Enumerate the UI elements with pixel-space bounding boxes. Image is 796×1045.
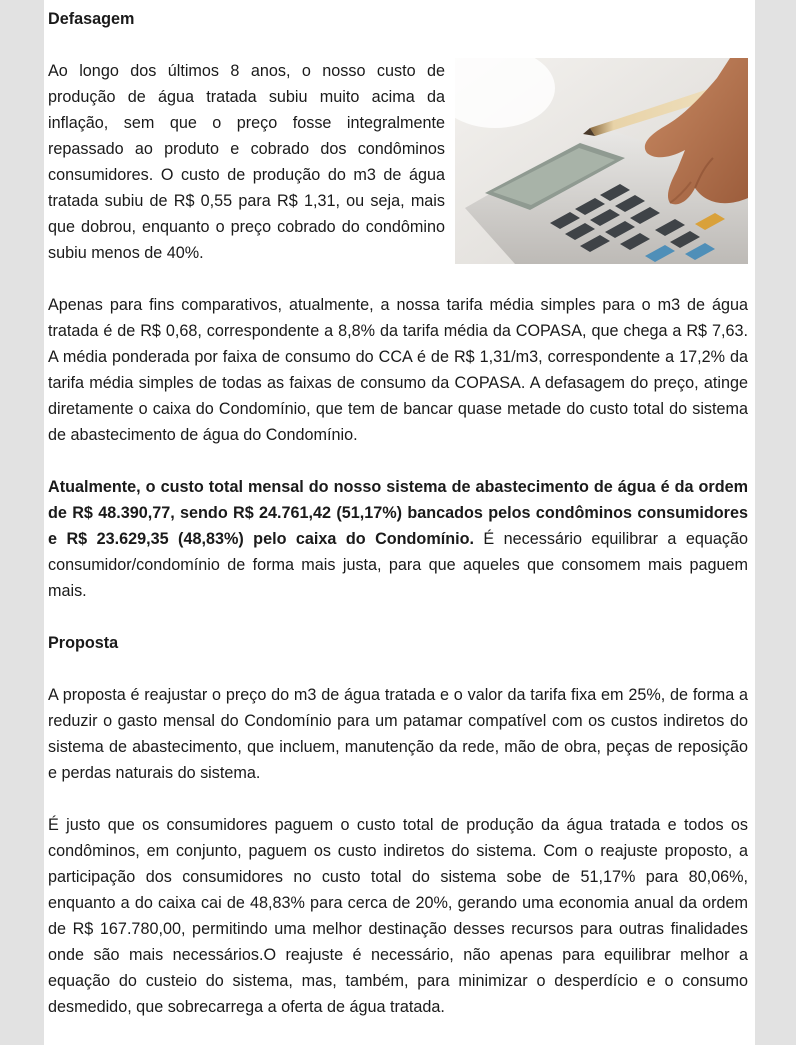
paragraph-defasagem-1: Ao longo dos últimos 8 anos, o nosso custo de produção de água tratada subiu muito acima da inflação, sem que o preço fosse integralmente repassado ao produto e cobrado dos condôminos consumidores. O custo de produção do m3 de água tratada subiu de R$ 0,55 para R$ 1,31, ou seja, mais que dobrou, enquanto o preço cobrado do condômino subiu menos de 40%. bbox=[48, 62, 445, 262]
section-heading-proposta: Proposta bbox=[48, 634, 119, 652]
calculator-photo bbox=[455, 58, 748, 264]
paragraph-defasagem-3-rest: É necessário equilibrar a equação consumidor/condomínio de forma mais justa, para que aqueles que consomem mais paguem mais. bbox=[48, 530, 748, 600]
paragraph-defasagem-3 bbox=[48, 474, 748, 604]
page bbox=[44, 0, 755, 1045]
paragraph-defasagem-2: Apenas para fins comparativos, atualmente, a nossa tarifa média simples para o m3 de água tratada é de R$ 0,68, correspondente a 8,8% da tarifa média da COPASA, que chega a R$ 7,63. A média ponderada por faixa de consumo do CCA é de R$ 1,31/m3, correspondente a 17,2% da tarifa média simples de todas as faixas de consumo da COPASA. A defasagem do preço, atinge diretamente o caixa do Condomínio, que tem de bancar quase metade do custo total do sistema de abastecimento de água do Condomínio. bbox=[48, 296, 748, 444]
paragraph-proposta-1: A proposta é reajustar o preço do m3 de água tratada e o valor da tarifa fixa em 25%, de forma a reduzir o gasto mensal do Condomínio para um patamar compatível com os custos indiretos do sistema de abastecimento, que incluem, manutenção da rede, mão de obra, peças de reposição e perdas naturais do sistema. bbox=[48, 686, 748, 782]
article-content bbox=[48, 0, 748, 1020]
paragraph-defasagem-3-bold: Atualmente, o custo total mensal do nosso sistema de abastecimento de água é da ordem de R$ 48.390,77, sendo R$ 24.761,42 (51,17%) bancados pelos condôminos consumidores e R$ 23.629,35 (48,83%) pelo caixa do Condomínio. bbox=[48, 478, 748, 548]
paragraph-proposta-2: É justo que os consumidores paguem o custo total de produção da água tratada e todos os condôminos, em conjunto, paguem os custo indiretos do sistema. Com o reajuste proposto, a participação dos consumidores no custo total do sistema sobe de 51,17% para 80,06%, enquanto a do caixa cai de 48,83% para cerca de 20%, gerando uma economia anual da ordem de R$ 167.780,00, permitindo uma melhor destinação desses recursos para outras finalidades onde são mais necessários.O reajuste é necessário, não apenas para equilibrar melhor a equação do custeio do sistema, mas, também, para minimizar o desperdício e o consumo desmedido, que sobrecarrega a oferta de água tratada. bbox=[48, 816, 748, 1016]
section-heading-defasagem: Defasagem bbox=[48, 10, 135, 28]
